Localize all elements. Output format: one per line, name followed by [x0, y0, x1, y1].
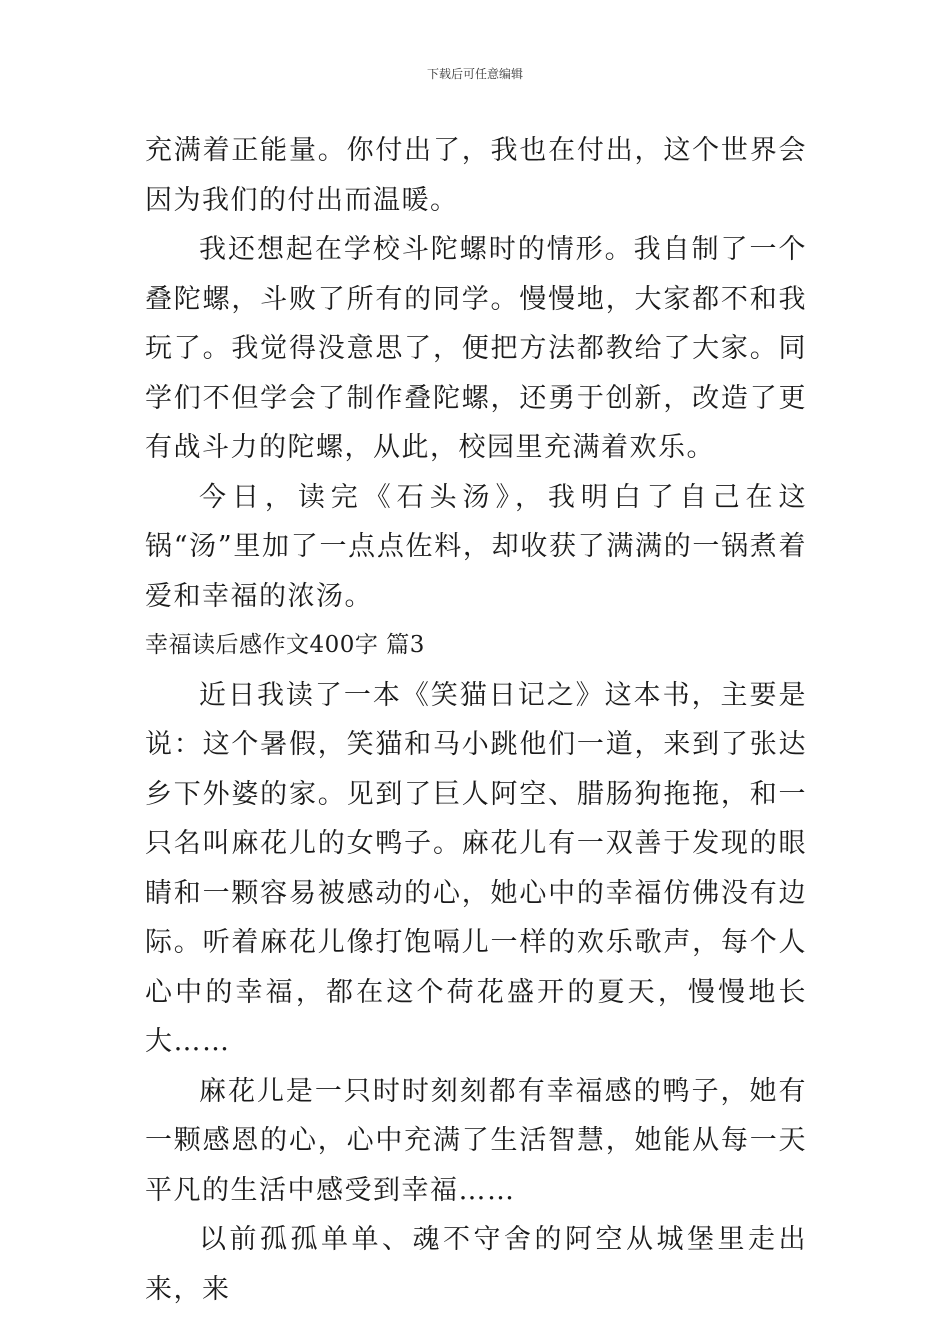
section-heading: 幸福读后感作文400字 篇3 [145, 632, 425, 658]
paragraph-spinning-top: 我还想起在学校斗陀螺时的情形。我自制了一个叠陀螺，斗败了所有的同学。慢慢地，大家都不和我玩了。我觉得没意思了，便把方法都教给了大家。同学们不但学会了制作叠陀螺，还勇于创新，改造了更有战斗力的陀螺，从此，校园里充满着欢乐。 [145, 234, 807, 463]
paragraph-laughing-cat-diary: 近日我读了一本《笑猫日记之》这本书，主要是说：这个暑假，笑猫和马小跳他们一道，来到了张达乡下外婆的家。见到了巨人阿空、腊肠狗拖拖，和一只名叫麻花儿的女鸭子。麻花儿有一双善于发现的眼睛和一颗容易被感动的心，她心中的幸福仿佛没有边际。听着麻花儿像打饱嗝儿一样的欢乐歌声，每个人心中的幸福，都在这个荷花盛开的夏天，慢慢地长大…… [145, 679, 807, 1057]
page-header: 下载后可任意编辑 [426, 67, 523, 81]
paragraph-akong: 以前孤孤单单、魂不守舍的阿空从城堡里走出来，来 [145, 1224, 807, 1305]
paragraph-mahuaer: 麻花儿是一只时时刻刻都有幸福感的鸭子，她有一颗感恩的心，心中充满了生活智慧，她能从每一天平凡的生活中感受到幸福…… [145, 1075, 807, 1206]
document-body [145, 126, 807, 1314]
paragraph-continuation: 充满着正能量。你付出了，我也在付出，这个世界会因为我们的付出而温暖。 [145, 135, 807, 216]
paragraph-stone-soup: 今日，读完《石头汤》，我明白了自己在这锅“汤”里加了一点点佐料，却收获了满满的一锅煮着爱和幸福的浓汤。 [145, 481, 807, 612]
